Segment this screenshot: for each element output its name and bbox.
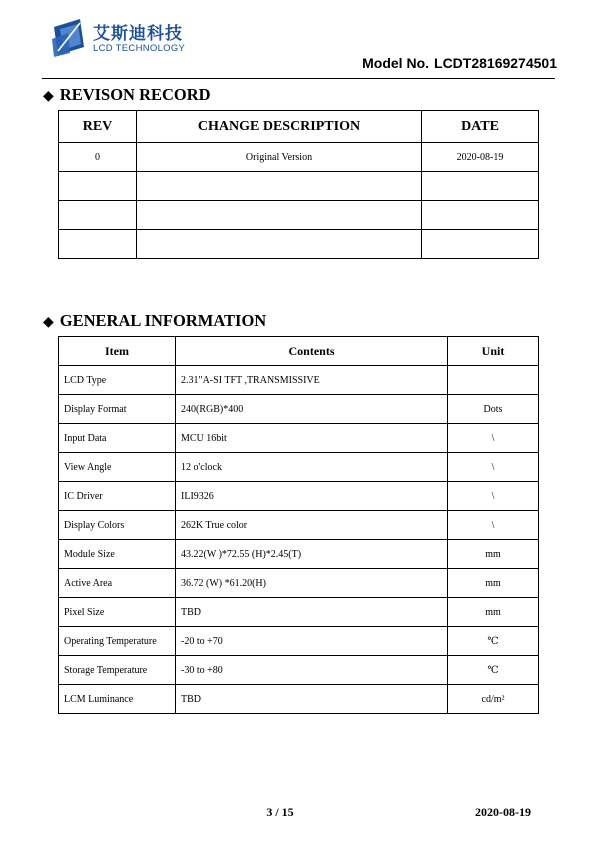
table-row	[59, 395, 539, 424]
item-cell: Input Data	[59, 424, 176, 453]
model-value: LCDT28169274501	[434, 55, 557, 71]
table-row	[59, 627, 539, 656]
table-row	[59, 143, 539, 172]
date-cell	[422, 201, 539, 230]
table-row	[59, 424, 539, 453]
diamond-bullet-icon: ◆	[43, 88, 54, 104]
date-cell: 2020-08-19	[422, 143, 539, 172]
contents-cell: 2.31"A-SI TFT ,TRANSMISSIVE	[176, 366, 448, 395]
revision-record-title	[43, 85, 211, 105]
contents-cell: 240(RGB)*400	[176, 395, 448, 424]
general-information-table	[58, 336, 539, 714]
general-header-row	[59, 337, 539, 366]
change-description-cell	[137, 201, 422, 230]
contents-cell: -30 to +80	[176, 656, 448, 685]
column-header-rev: REV	[59, 111, 137, 143]
table-row	[59, 482, 539, 511]
item-cell: Display Colors	[59, 511, 176, 540]
change-description-cell	[137, 230, 422, 259]
table-row	[59, 685, 539, 714]
model-number	[362, 55, 557, 71]
company-name-cn: 艾斯迪科技	[93, 24, 183, 44]
contents-cell: -20 to +70	[176, 627, 448, 656]
item-cell: View Angle	[59, 453, 176, 482]
model-label: Model No.	[362, 55, 430, 71]
date-cell	[422, 172, 539, 201]
diamond-bullet-icon: ◆	[43, 314, 54, 330]
rev-cell	[59, 201, 137, 230]
contents-cell: TBD	[176, 598, 448, 627]
revision-header-row	[59, 111, 539, 143]
company-logo	[50, 17, 190, 59]
contents-cell: ILI9326	[176, 482, 448, 511]
revision-record-table	[58, 110, 539, 259]
unit-cell: \	[448, 424, 539, 453]
page-number: 3 / 15	[266, 805, 294, 819]
item-cell: Storage Temperature	[59, 656, 176, 685]
table-row	[59, 540, 539, 569]
rev-cell	[59, 230, 137, 259]
revision-record-title-text: REVISON RECORD	[59, 85, 211, 104]
table-row	[59, 230, 539, 259]
column-header-contents: Contents	[176, 337, 448, 366]
general-information-title-text: GENERAL INFORMATION	[59, 311, 267, 330]
item-cell: IC Driver	[59, 482, 176, 511]
contents-cell: 43.22(W )*72.55 (H)*2.45(T)	[176, 540, 448, 569]
item-cell: Active Area	[59, 569, 176, 598]
unit-cell: ℃	[448, 627, 539, 656]
table-row	[59, 569, 539, 598]
contents-cell: TBD	[176, 685, 448, 714]
item-cell: Operating Temperature	[59, 627, 176, 656]
table-row	[59, 656, 539, 685]
rev-cell: 0	[59, 143, 137, 172]
unit-cell: Dots	[448, 395, 539, 424]
unit-cell: \	[448, 453, 539, 482]
item-cell: Module Size	[59, 540, 176, 569]
table-row	[59, 201, 539, 230]
table-row	[59, 511, 539, 540]
table-row	[59, 172, 539, 201]
rev-cell	[59, 172, 137, 201]
change-description-cell	[137, 172, 422, 201]
column-header-date: DATE	[422, 111, 539, 143]
unit-cell: mm	[448, 569, 539, 598]
unit-cell: \	[448, 482, 539, 511]
column-header-unit: Unit	[448, 337, 539, 366]
column-header-item: Item	[59, 337, 176, 366]
header-rule	[42, 78, 555, 79]
table-row	[59, 598, 539, 627]
column-header-change-description: CHANGE DESCRIPTION	[137, 111, 422, 143]
company-logo-mark-icon	[50, 17, 88, 57]
item-cell: LCD Type	[59, 366, 176, 395]
change-description-cell: Original Version	[137, 143, 422, 172]
item-cell: Display Format	[59, 395, 176, 424]
unit-cell: mm	[448, 540, 539, 569]
footer-date: 2020-08-19	[475, 805, 531, 819]
unit-cell: ℃	[448, 656, 539, 685]
contents-cell: MCU 16bit	[176, 424, 448, 453]
unit-cell	[448, 366, 539, 395]
unit-cell: \	[448, 511, 539, 540]
item-cell: LCM Luminance	[59, 685, 176, 714]
date-cell	[422, 230, 539, 259]
contents-cell: 262K True color	[176, 511, 448, 540]
company-name-en: LCD TECHNOLOGY	[93, 43, 186, 54]
contents-cell: 12 o'clock	[176, 453, 448, 482]
table-row	[59, 366, 539, 395]
table-row	[59, 453, 539, 482]
general-information-title	[43, 311, 266, 331]
contents-cell: 36.72 (W) *61.20(H)	[176, 569, 448, 598]
item-cell: Pixel Size	[59, 598, 176, 627]
unit-cell: mm	[448, 598, 539, 627]
unit-cell: cd/m²	[448, 685, 539, 714]
